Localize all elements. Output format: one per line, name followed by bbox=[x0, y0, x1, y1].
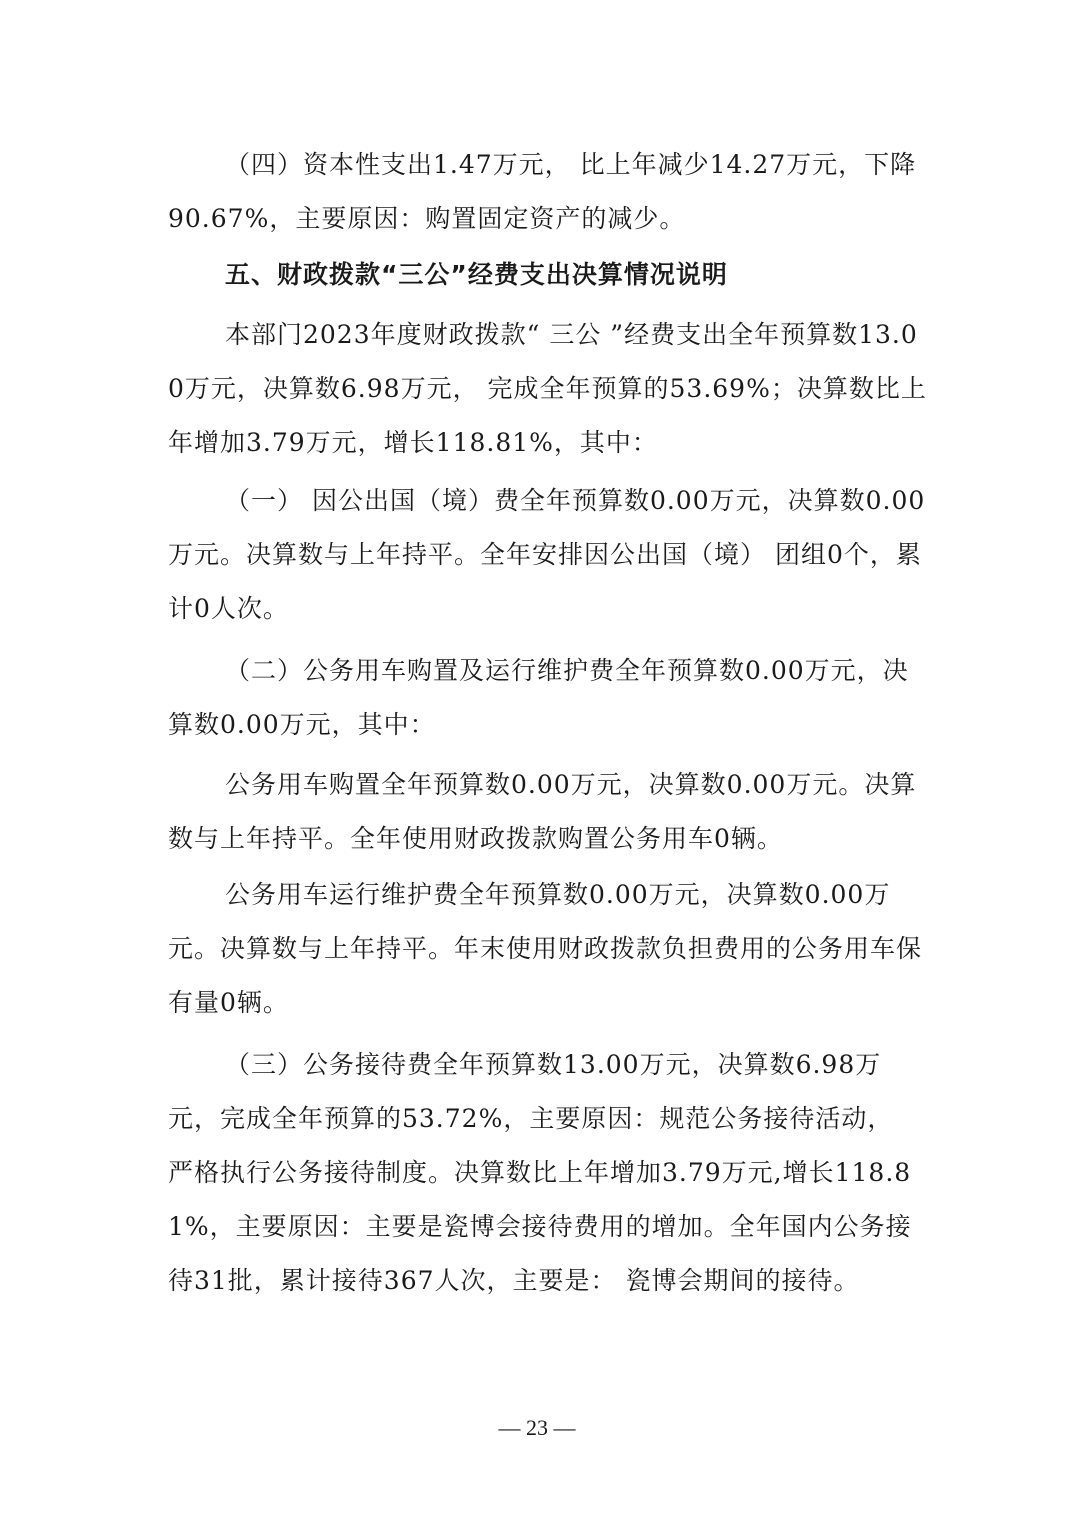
paragraph-official-reception: （三）公务接待费全年预算数13.00万元，决算数6.98万元，完成全年预算的53.72%，主要原因：规范公务接待活动， 严格执行公务接待制度。决算数比上年增加3.79万元,增长118.81%，主要原因：主要是瓷博会接待费用的增加。全年国内公务接待31批，累计接待367人次，主要是： 瓷博会期间的接待。 bbox=[168, 1050, 912, 1295]
paragraph-three-public-summary: 本部门2023年度财政拨款“ 三公 ”经费支出全年预算数13.00万元，决算数6.98万元， 完成全年预算的53.69%；决算数比上年增加3.79万元，增长118.81%，其中： bbox=[168, 320, 927, 457]
section-heading-three-public-expenses: 五、财政拨款“三公”经费支出决算情况说明 bbox=[225, 260, 728, 289]
paragraph-vehicle-purchase: 公务用车购置全年预算数0.00万元，决算数0.00万元。决算数与上年持平。全年使用财政拨款购置公务用车0辆。 bbox=[168, 770, 917, 853]
page-number: — 23 — bbox=[498, 1415, 576, 1440]
paragraph-capital-expenditure: （四）资本性支出1.47万元， 比上年减少14.27万元，下降90.67%，主要原因：购置固定资产的减少。 bbox=[168, 150, 917, 233]
paragraph-overseas-travel: （一） 因公出国（境）费全年预算数0.00万元，决算数0.00万元。决算数与上年持平。全年安排因公出国（境） 团组0个，累计0人次。 bbox=[168, 486, 926, 623]
paragraph-vehicle-maintenance: 公务用车运行维护费全年预算数0.00万元，决算数0.00万元。决算数与上年持平。年末使用财政拨款负担费用的公务用车保有量0辆。 bbox=[168, 880, 923, 1017]
paragraph-official-vehicles: （二）公务用车购置及运行维护费全年预算数0.00万元，决算数0.00万元，其中： bbox=[168, 656, 909, 739]
